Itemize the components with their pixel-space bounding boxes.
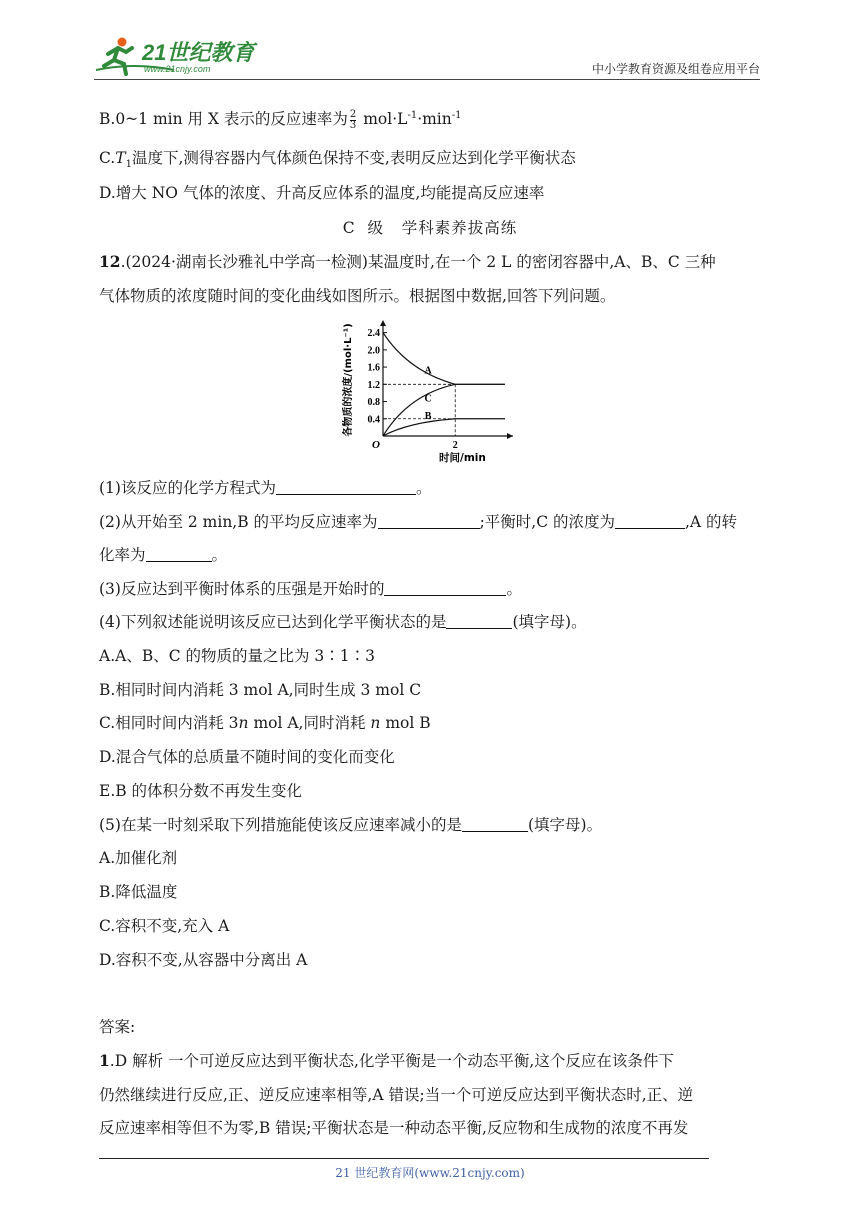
answer-blank xyxy=(146,545,212,562)
q12-part5: (5)在某一时刻采取下列措施能使该反应速率减小的是 (填字母)。 xyxy=(99,816,603,834)
q12-part5-opt-d: D.容积不变,从容器中分离出 A xyxy=(99,951,308,969)
answer-1-line1: 1.D 解析 一个可逆反应达到平衡状态,化学平衡是一个动态平衡,这个反应在该条件下 xyxy=(99,1051,674,1070)
q12-stem-line2: 气体物质的浓度随时间的变化曲线如图所示。根据图中数据,回答下列问题。 xyxy=(99,287,616,305)
q12-part5-opt-c: C.容积不变,充入 A xyxy=(99,917,230,935)
site-logo xyxy=(94,36,264,78)
section-title: C 级 学科素养拔高练 xyxy=(342,219,518,237)
q12-part4: (4)下列叙述能说明该反应已达到化学平衡状态的是 (填字母)。 xyxy=(99,613,587,631)
q12-part4-opt-d: D.混合气体的总质量不随时间的变化而变化 xyxy=(99,748,395,766)
x-tick-label: 2 xyxy=(452,440,458,451)
logo-text: 21世纪教育 xyxy=(142,40,255,65)
q12-stem-line1: 12.(2024·湖南长沙雅礼中学高一检测)某温度时,在一个 2 L 的密闭容器中,A、B、C 三种 xyxy=(99,252,716,271)
option-d: D.增大 NO 气体的浓度、升高反应体系的温度,均能提高反应速率 xyxy=(99,184,545,202)
fraction: $\frac{2}{3}$ xyxy=(349,108,357,131)
answer-blank xyxy=(446,612,512,629)
y-tick-label: 0.4 xyxy=(367,414,380,426)
q12-part4-opt-c: C.相同时间内消耗 3n mol A,同时消耗 n mol B xyxy=(99,714,431,732)
series-label-B: B xyxy=(424,410,432,422)
y-axis-label: 各物质的浓度/(mol·L⁻¹) xyxy=(343,323,354,437)
q12-part4-opt-e: E.B 的体积分数不再发生变化 xyxy=(99,782,303,800)
option-b: B.0~1 min 用 X 表示的反应速率为 $\frac{2}{3}$ $mol\cdot L^{-1}\cdot\min^{-1}$ xyxy=(99,108,462,131)
origin-label: O xyxy=(372,439,380,451)
q12-part5-opt-b: B.降低温度 xyxy=(99,883,178,901)
q12-part4-opt-b: B.相同时间内消耗 3 mol A,同时生成 3 mol C xyxy=(99,681,422,699)
platform-name: 中小学教育资源及组卷应用平台 xyxy=(591,62,760,76)
answer-blank xyxy=(615,512,685,529)
q12-part5-opt-a: A.加催化剂 xyxy=(99,849,178,867)
y-tick-label: 2.4 xyxy=(367,328,380,340)
answer-1-line3: 反应速率相等但不为零,B 错误;平衡状态是一种动态平衡,反应物和生成物的浓度不再发 xyxy=(99,1119,689,1137)
answer-blank xyxy=(462,815,528,832)
y-tick-label: 2.0 xyxy=(367,345,380,357)
concentration-chart xyxy=(338,316,528,466)
q12-part2-cont: 化率为 。 xyxy=(99,546,228,564)
series-curve-A xyxy=(383,333,455,385)
answer-blank xyxy=(378,512,480,529)
y-axis-arrow xyxy=(380,320,386,326)
answer-1-line2: 仍然继续进行反应,正、逆反应速率相等,A 错误;当一个可逆反应达到平衡状态时,正、逆 xyxy=(99,1086,694,1104)
series-curve-C xyxy=(383,384,455,436)
x-axis-arrow xyxy=(507,433,513,439)
answers-title: 答案: xyxy=(99,1018,136,1036)
y-tick-label: 0.8 xyxy=(367,397,380,409)
series-label-A: A xyxy=(424,365,432,377)
q12-part1: (1)该反应的化学方程式为 。 xyxy=(99,479,432,497)
option-c: $C.T_1$温度下,测得容器内气体颜色保持不变,表明反应达到化学平衡状态 xyxy=(99,149,576,171)
logo-url: www.21cnjy.com xyxy=(144,64,211,74)
series-label-C: C xyxy=(424,393,432,405)
header-divider xyxy=(94,79,760,80)
footer-text: 21 世纪教育网(www.21cnjy.com) xyxy=(335,1166,525,1180)
y-tick-label: 1.6 xyxy=(367,362,380,374)
answer-blank xyxy=(384,579,506,596)
q12-part2: (2)从开始至 2 min,B 的平均反应速率为 ;平衡时,C 的浓度为 ,A 的转 xyxy=(99,513,738,531)
footer-divider xyxy=(99,1158,709,1159)
y-tick-label: 1.2 xyxy=(367,379,380,391)
answer-blank xyxy=(276,478,416,495)
x-axis-label: 时间/min xyxy=(439,452,486,464)
q12-part3: (3)反应达到平衡时体系的压强是开始时的 。 xyxy=(99,580,522,598)
q12-part4-opt-a: A.A、B、C 的物质的量之比为 3∶1∶3 xyxy=(99,647,376,665)
